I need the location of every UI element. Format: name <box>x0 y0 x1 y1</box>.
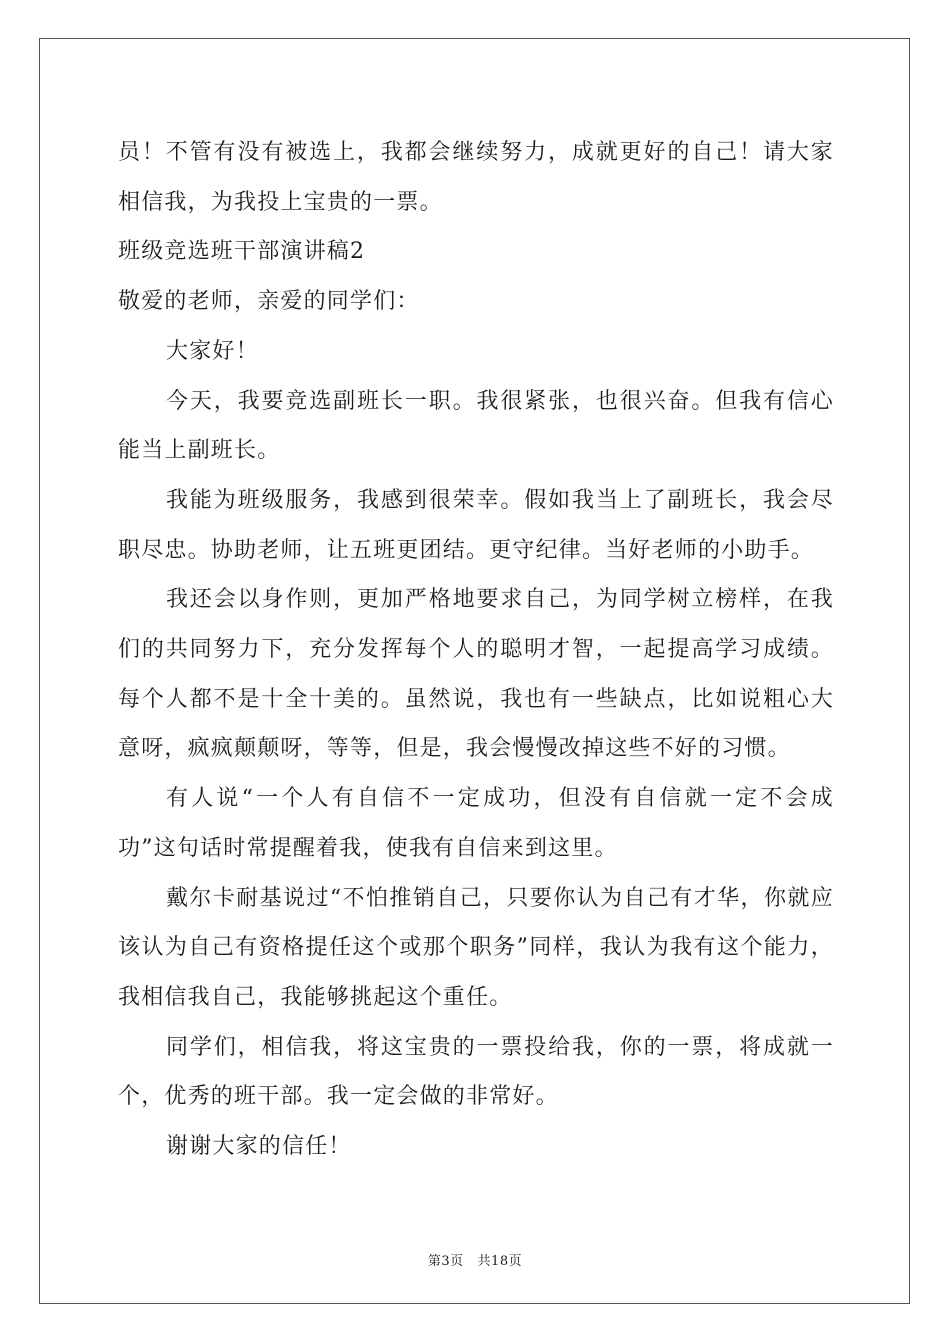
paragraph: 同学们，相信我，将这宝贵的一票投给我，你的一票，将成就一个，优秀的班干部。我一定会做的非常好。 <box>118 1034 834 1110</box>
closing: 谢谢大家的信任！ <box>166 1134 352 1160</box>
paragraph-continuation: 员！不管有没有被选上，我都会继续努力，成就更好的自己！请大家相信我，为我投上宝贵的一票。 <box>118 140 834 215</box>
paragraph: 有人说“一个人有自信不一定成功，但没有自信就一定不会成功”这句话时常提醒着我，使我有自信来到这里。 <box>118 786 834 861</box>
section-title: 班级竞选班干部演讲稿2 <box>118 239 366 265</box>
greeting: 大家好！ <box>166 338 259 364</box>
document-body <box>118 128 834 1172</box>
paragraph: 今天，我要竞选副班长一职。我很紧张，也很兴奋。但我有信心能当上副班长。 <box>118 388 834 464</box>
paragraph: 我还会以身作则，更加严格地要求自己，为同学树立榜样，在我们的共同努力下，充分发挥每个人的聪明才智，一起提高学习成绩。每个人都不是十全十美的。虽然说，我也有一些缺点，比如说粗心大意呀，疯疯颠颠呀，等等，但是，我会慢慢改掉这些不好的习惯。 <box>118 587 834 762</box>
paragraph: 戴尔卡耐基说过“不怕推销自己，只要你认为自己有才华，你就应该认为自己有资格提任这个或那个职务”同样，我认为我有这个能力，我相信我自己，我能够挑起这个重任。 <box>118 885 834 1010</box>
paragraph: 我能为班级服务，我感到很荣幸。假如我当上了副班长，我会尽职尽忠。协助老师，让五班更团结。更守纪律。当好老师的小助手。 <box>118 487 834 563</box>
page-number: 第3页 共18页 <box>427 1254 523 1269</box>
salutation: 敬爱的老师，亲爱的同学们： <box>118 289 420 315</box>
